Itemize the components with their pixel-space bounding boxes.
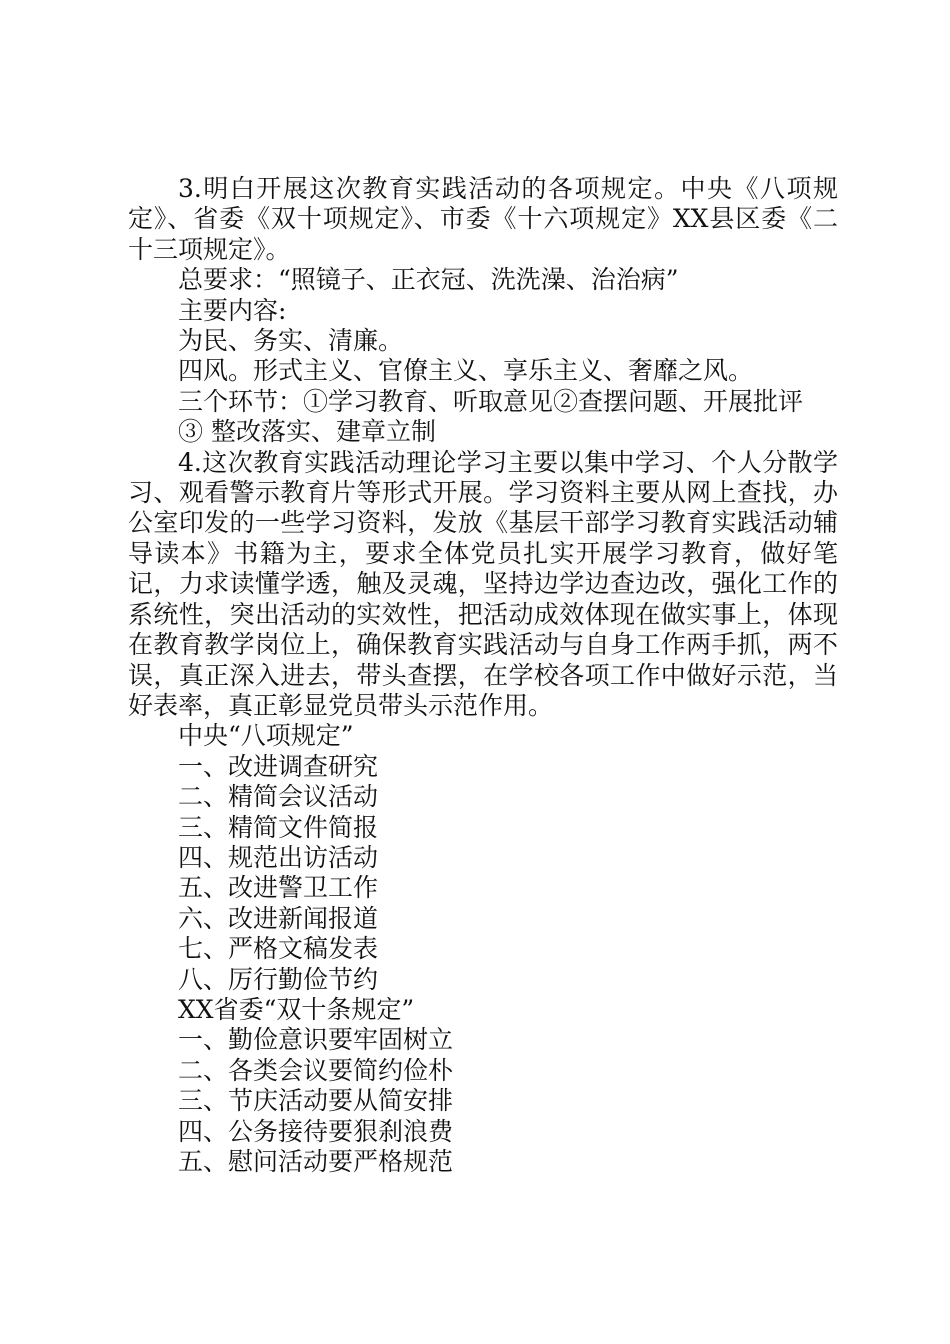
list-item: 四、公务接待要狠刹浪费: [178, 1116, 454, 1146]
document-body: [128, 174, 838, 1177]
text-line: 四风。形式主义、官僚主义、享乐主义、奢靡之风。: [178, 356, 754, 386]
list-item: 七、严格文稿发表: [178, 934, 379, 964]
list-item: 五、改进警卫工作: [178, 873, 379, 903]
list-item: 五、慰问活动要严格规范: [178, 1147, 454, 1176]
list-item: 六、改进新闻报道: [178, 903, 379, 933]
province-rules-heading: XX省委“双十条规定”: [178, 994, 415, 1024]
text-line: ③ 整改落实、建章立制: [178, 417, 436, 447]
list-item: 四、规范出访活动: [178, 842, 379, 872]
text-line: 主要内容:: [178, 295, 287, 325]
paragraph-4: 4.这次教育实践活动理论学习主要以集中学习、个人分散学习、观看警示教育片等形式开展。学习资料主要从网上查找，办公室印发的一些学习资料，发放《基层干部学习教育实践活动辅导读本》书籍为主，要求全体党员扎实开展学习教育，做好笔记，力求读懂学透，触及灵魂，坚持边学边查边改，强化工作的系统性，突出活动的实效性，把活动成效体现在做实事上，体现在教育教学岗位上，确保教育实践活动与自身工作两手抓，两不误，真正深入进去，带头查摆，在学校各项工作中做好示范，当好表率，真正彰显党员带头示范作用。: [128, 447, 838, 720]
text-line: 为民、务实、清廉。: [178, 326, 404, 356]
central-rules-heading: 中央“八项规定”: [178, 721, 354, 751]
list-item: 一、改进调查研究: [178, 751, 379, 781]
list-item: 一、勤俭意识要牢固树立: [178, 1025, 454, 1055]
list-item: 二、各类会议要简约俭朴: [178, 1055, 454, 1085]
text-line: 总要求：“照镜子、正衣冠、洗洗澡、治治病”: [178, 265, 679, 295]
paragraph-3: 3.明白开展这次教育实践活动的各项规定。中央《八项规定》、省委《双十项规定》、市委《十六项规定》XX县区委《二十三项规定》。: [128, 174, 838, 264]
list-item: 八、厉行勤俭节约: [178, 964, 379, 994]
list-item: 三、节庆活动要从简安排: [178, 1086, 454, 1116]
list-item: 三、精简文件简报: [178, 812, 379, 842]
text-line: 三个环节：①学习教育、听取意见②查摆问题、开展批评: [178, 386, 804, 416]
list-item: 二、精简会议活动: [178, 782, 379, 812]
